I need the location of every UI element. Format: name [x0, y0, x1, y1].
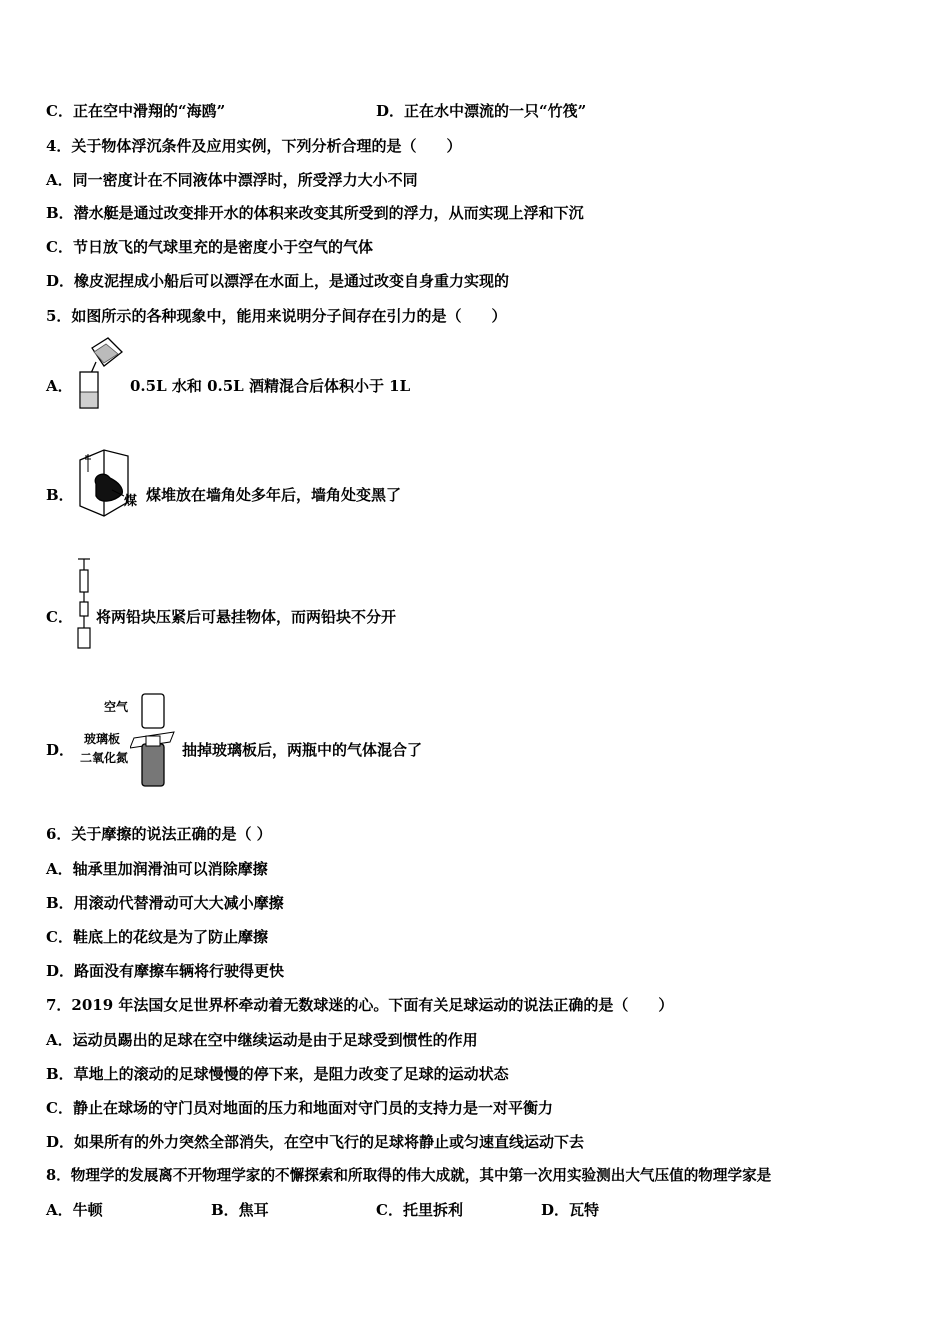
nitrogen-dioxide-label: 二氧化氮 — [80, 751, 129, 765]
q4-option-d: D．橡皮泥捏成小船后可以漂浮在水面上，是通过改变自身重力实现的 — [46, 272, 510, 290]
q5-stem: 5．如图所示的各种现象中，能用来说明分子间存在引力的是（ ） — [46, 307, 507, 325]
q8-option-a: A．牛顿 — [46, 1201, 103, 1219]
q6-option-b: B．用滚动代替滑动可大大减小摩擦 — [46, 894, 284, 912]
q4-option-a: A．同一密度计在不同液体中漂浮时，所受浮力大小不同 — [46, 171, 418, 189]
q6-stem: 6．关于摩擦的说法正确的是（ ） — [46, 825, 272, 843]
q8-option-c: C．托里拆利 — [376, 1201, 463, 1219]
q5-option-a-text: 0.5L 水和 0.5L 酒精混合后体积小于 1L — [130, 377, 411, 395]
lead-blocks-figure — [74, 556, 94, 652]
q6-option-a: A．轴承里加润滑油可以消除摩擦 — [46, 860, 268, 878]
q3-option-c: C．正在空中滑翔的“海鸥” — [46, 102, 226, 120]
coal-label: 煤 — [124, 494, 138, 509]
q7-option-a: A．运动员踢出的足球在空中继续运动是由于足球受到惯性的作用 — [46, 1031, 478, 1049]
q5-option-b-text: 煤堆放在墙角处多年后，墙角处变黑了 — [146, 486, 402, 504]
q3-option-d: D．正在水中漂流的一只“竹筏” — [376, 102, 587, 120]
q7-option-b: B．草地上的滚动的足球慢慢的停下来，是阻力改变了足球的运动状态 — [46, 1065, 509, 1083]
water-alcohol-mixing-figure — [74, 336, 128, 414]
q4-option-c: C．节日放飞的气球里充的是密度小于空气的气体 — [46, 238, 373, 256]
q7-stem: 7．2019 年法国女足世界杯牵动着无数球迷的心。下面有关足球运动的说法正确的是（ ） — [46, 996, 674, 1014]
gas-diffusion-figure — [130, 692, 180, 790]
q7-option-d: D．如果所有的外力突然全部消失，在空中飞行的足球将静止或匀速直线运动下去 — [46, 1133, 585, 1151]
q4-option-b: B．潜水艇是通过改变排开水的体积来改变其所受到的浮力，从而实现上浮和下沉 — [46, 204, 584, 222]
q5-option-c-text: 将两铅块压紧后可悬挂物体，而两铅块不分开 — [96, 608, 397, 626]
q8-option-d: D．瓦特 — [541, 1201, 600, 1219]
q6-option-c: C．鞋底上的花纹是为了防止摩擦 — [46, 928, 268, 946]
q4-stem: 4．关于物体浮沉条件及应用实例，下列分析合理的是（ ） — [46, 137, 462, 155]
q7-option-c: C．静止在球场的守门员对地面的压力和地面对守门员的支持力是一对平衡力 — [46, 1099, 553, 1117]
coal-corner-figure — [74, 446, 144, 522]
air-label: 空气 — [104, 700, 129, 714]
q5-option-a-letter: A． — [46, 377, 73, 395]
q5-option-d-text: 抽掉玻璃板后，两瓶中的气体混合了 — [182, 741, 423, 759]
glass-plate-label: 玻璃板 — [84, 732, 121, 746]
q8-stem: 8．物理学的发展离不开物理学家的不懈探索和所取得的伟大成就，其中第一次用实验测出大气压值的物理学家是 — [46, 1167, 772, 1184]
q5-option-d-letter: D． — [46, 741, 75, 759]
q8-option-b: B．焦耳 — [211, 1201, 269, 1219]
q6-option-d: D．路面没有摩擦车辆将行驶得更快 — [46, 962, 285, 980]
q5-option-c-letter: C． — [46, 608, 73, 626]
q5-option-b-letter: B． — [46, 486, 74, 504]
